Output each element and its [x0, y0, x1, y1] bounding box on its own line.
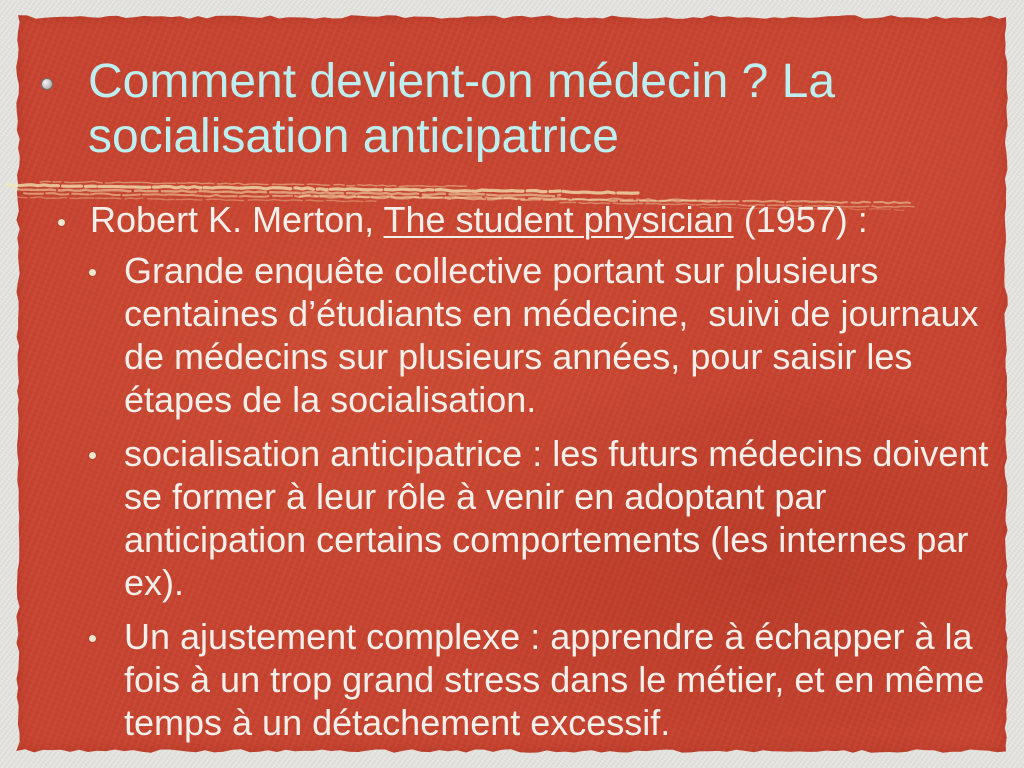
author-text: Robert K. Merton,	[90, 199, 384, 240]
bullet-dot-icon	[58, 219, 65, 226]
title-line-2: socialisation anticipatrice	[88, 110, 619, 163]
text-line: socialisation anticipatrice : les futurs médecins doivent	[124, 433, 989, 474]
slide-title	[88, 54, 835, 164]
text-line: Grande enquête collective portant sur plusieurs	[124, 250, 879, 291]
text-line: temps à un détachement excessif.	[124, 702, 671, 743]
bullet-dot-icon	[89, 269, 96, 276]
text-line: étapes de la socialisation.	[124, 379, 537, 420]
sub-bullet-list	[124, 249, 988, 744]
bullet-item-merton	[90, 198, 988, 241]
text-line: anticipation certains comportements (les internes par	[124, 519, 969, 560]
sub-bullet-item-anticipatory	[124, 432, 988, 604]
date-text: (1957) :	[733, 199, 868, 240]
bullet-dot-icon	[89, 635, 96, 642]
text-line: de médecins sur plusieurs années, pour saisir les	[124, 336, 913, 377]
text-line: centaines d’étudiants en médecine, suivi de journaux	[124, 293, 979, 334]
title-bullet-icon	[41, 78, 53, 90]
bullet-dot-icon	[89, 452, 96, 459]
sub-bullet-item-survey	[124, 249, 988, 421]
sub-bullet-item-adjustment	[124, 615, 988, 744]
slide-body	[90, 198, 988, 744]
text-line: ex).	[124, 562, 185, 603]
text-line: se former à leur rôle à venir en adoptant par	[124, 476, 827, 517]
text-line: fois à un trop grand stress dans le métier, et en même	[124, 659, 985, 700]
title-line-1: Comment devient-on médecin ? La	[88, 55, 836, 108]
text-line: Un ajustement complexe : apprendre à échapper à la	[124, 616, 973, 657]
book-title: The student physician	[383, 199, 734, 240]
